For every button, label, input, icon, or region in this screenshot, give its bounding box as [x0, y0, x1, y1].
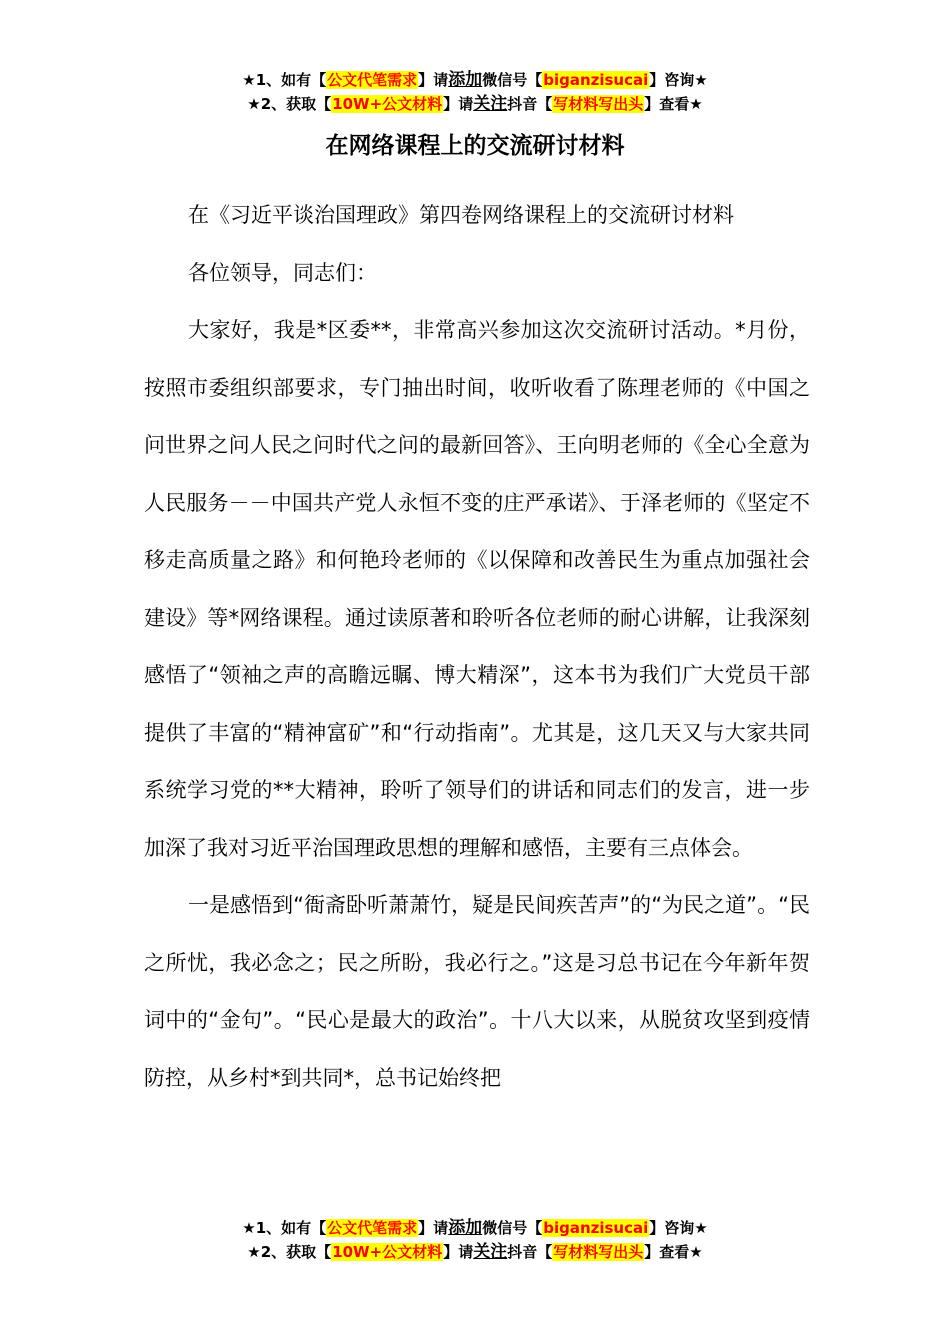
document-body	[144, 187, 810, 1107]
banner-highlight: 公文代笔需求	[327, 1219, 418, 1237]
banner-highlight: biganzisucai	[543, 1219, 649, 1237]
paragraph: 各位领导，同志们：	[188, 260, 377, 285]
banner-text: 】查看★	[644, 1243, 703, 1261]
banner-underline: 添加	[448, 70, 483, 90]
paragraph: 大家好，我是*区委**，非常高兴参加这次交流研讨活动。*月份，按照市委组织部要求，专门抽出时间，收听收看了陈理老师的《中国之问世界之问人民之问时代之问的最新回答》、王向明老师的《全心全意为人民服务－－中国共产党人永恒不变的庄严承诺》、于泽老师的《坚定不移走高质量之路》和何艳玲老师的《以保障和改善民生为重点加强社会建设》等*网络课程。通过读原著和聆听各位老师的耐心讲解，让我深刻感悟了“领袖之声的高瞻远瞩、博大精深”，这本书为我们广大党员干部提供了丰富的“精神富矿”和“行动指南”。尤其是，这几天又与大家共同系统学习党的**大精神，聆听了领导们的讲话和同志们的发言，进一步加深了我对习近平治国理政思想的理解和感悟，主要有三点体会。	[144, 318, 810, 860]
banner-highlight: 10W+公文材料	[332, 1243, 443, 1261]
banner-underline: 关注	[473, 94, 508, 114]
banner-text: 抖音【	[507, 95, 553, 113]
paragraph: 一是感悟到“衙斋卧听萧萧竹，疑是民间疾苦声”的“为民之道”。“民之所忧，我必念之；民之所盼，我必行之。”这是习总书记在今年新年贺词中的“金句”。“民心是最大的政治”。十八大以来，从脱贫攻坚到疫情防控，从乡村*到共同*，总书记始终把	[144, 893, 810, 1090]
banner-text: ★2、获取【	[247, 95, 332, 113]
banner-text: 】请	[418, 71, 449, 89]
document-title: 在网络课程上的交流研讨材料	[325, 133, 625, 159]
banner-text: ★2、获取【	[247, 1243, 332, 1261]
banner-underline: 关注	[473, 1242, 508, 1262]
banner-highlight: biganzisucai	[543, 71, 649, 89]
banner-text: 】咨询★	[649, 71, 708, 89]
paragraph: 在《习近平谈治国理政》第四卷网络课程上的交流研讨材料	[188, 203, 734, 227]
banner-highlight: 写材料写出头	[553, 1243, 644, 1261]
banner-text: 】咨询★	[649, 1219, 708, 1237]
banner-text: 微信号【	[482, 71, 543, 89]
header-banner	[0, 68, 950, 116]
banner-text: 微信号【	[482, 1219, 543, 1237]
banner-line-2	[0, 1240, 950, 1264]
banner-text: ★1、如有【	[242, 1219, 327, 1237]
banner-text: 】请	[443, 1243, 474, 1261]
footer-banner	[0, 1216, 950, 1264]
banner-text: 】请	[443, 95, 474, 113]
banner-highlight: 公文代笔需求	[327, 71, 418, 89]
banner-text: 】请	[418, 1219, 449, 1237]
banner-text: 抖音【	[507, 1243, 553, 1261]
banner-highlight: 10W+公文材料	[332, 95, 443, 113]
banner-line-1	[0, 1216, 950, 1240]
banner-line-1	[0, 68, 950, 92]
banner-text: 】查看★	[644, 95, 703, 113]
banner-highlight: 写材料写出头	[553, 95, 644, 113]
banner-line-2	[0, 92, 950, 116]
banner-underline: 添加	[448, 1218, 483, 1238]
banner-text: ★1、如有【	[242, 71, 327, 89]
